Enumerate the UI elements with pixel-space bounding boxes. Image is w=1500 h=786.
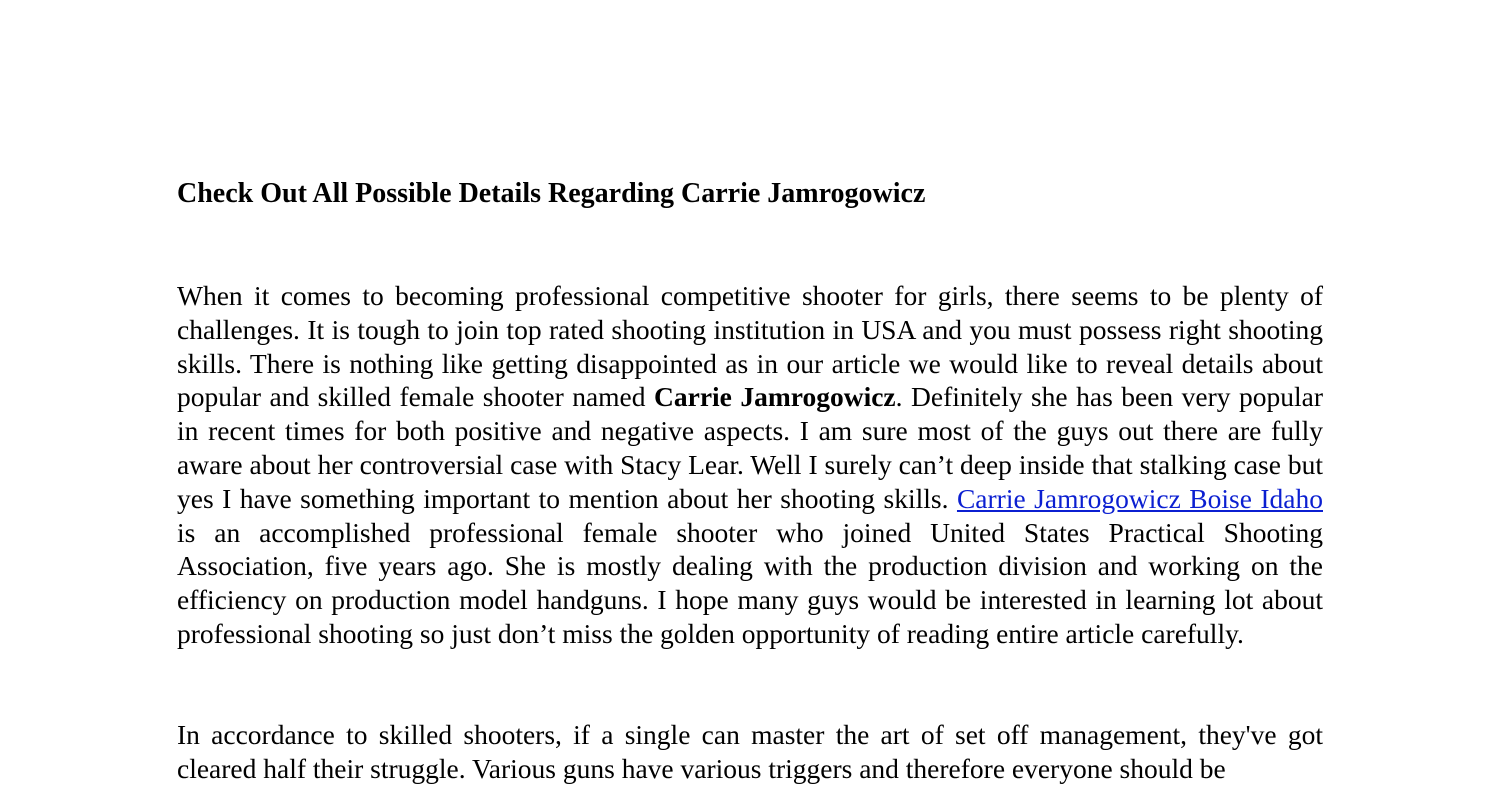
intro-text-start: When it comes to becoming professional competitive shooter for girls, there seems to be plenty of challenges. It is tough to join top rated shooting institution in USA and you must possess right shooting skills. There is nothing like getting disappointed as in our article we would like to reveal details about popular and skilled female shooter named — [177, 280, 1323, 413]
intro-paragraph — [177, 279, 1323, 651]
bold-name: Carrie Jamrogowicz — [654, 381, 896, 413]
document-page — [177, 0, 1323, 785]
intro-text-end: is an accomplished professional female shooter who joined United States Practical Shooting Association, five years ago. She is mostly dealing with the production division and working on the efficiency on production model handguns. I hope many guys would be interested in learning lot about professional shooting so just don’t miss the golden opportunity of reading entire article carefully. — [177, 516, 1323, 649]
document-title: Check Out All Possible Details Regarding Carrie Jamrogowicz — [177, 178, 926, 209]
second-paragraph: In accordance to skilled shooters, if a single can master the art of set off management, they've got cleared half their struggle. Various guns have various triggers and therefore everyone should be — [177, 719, 1323, 784]
intro-text-middle: . Definitely she has been very popular in recent times for both positive and negative aspects. I am sure most of the guys out there are fully aware about her controversial case with Stacy Lear. Well I surely can’t deep inside that stalking case but yes I have something important to mention about her shooting skills. — [177, 381, 1323, 514]
carrie-boise-link[interactable]: Carrie Jamrogowicz Boise Idaho — [956, 482, 1323, 514]
